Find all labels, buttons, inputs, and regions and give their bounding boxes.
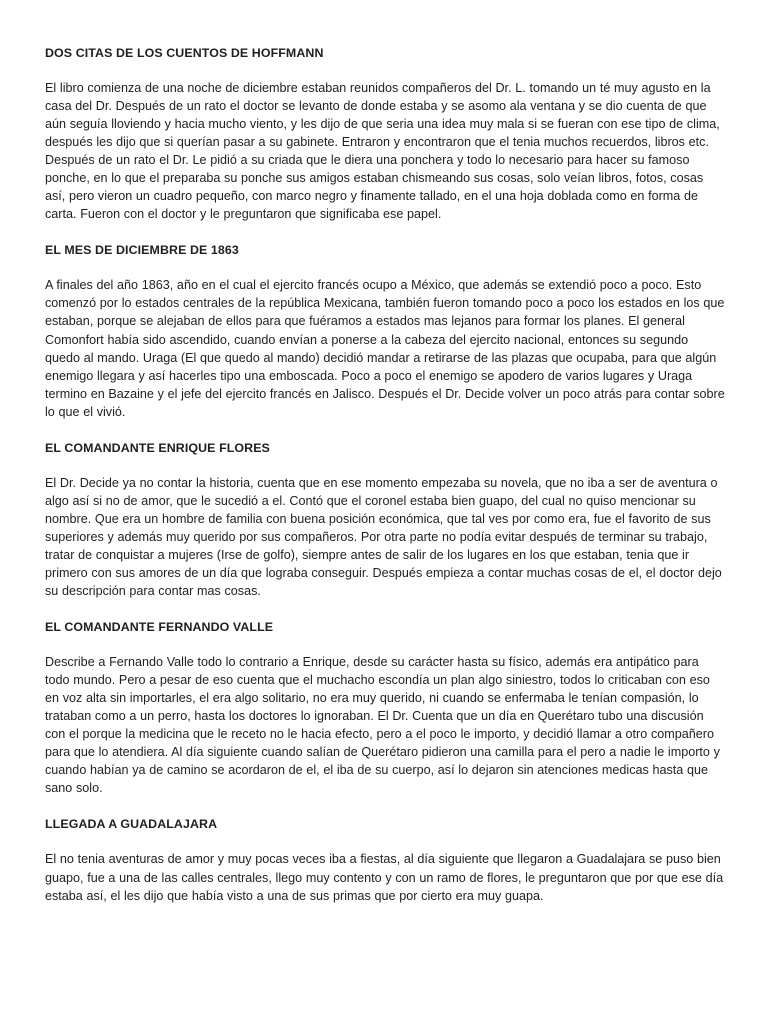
section-paragraph: El Dr. Decide ya no contar la historia, cuenta que en ese momento empezaba su novela, que no iba a ser de aventura o algo así si no de amor, que le sucedió a el. Contó que el coronel estaba bien guapo, del cual no quiso mencionar su nombre. Que era un hombre de familia con buena posición económica, que tal ves por como era, fue el favorito de sus superiores y además muy querido por sus compañeros. Por otra parte no podía evitar después de terminar su trabajo, tratar de conquistar a mujeres (Irse de golfo), siempre antes de salir de los lugares en los que estaban, tenia que ir primero con sus amores de un día que lograba conseguir. Después empieza a contar muchas cosas de el, el doctor dejo su descripción para contar mas cosas. [45,475,722,599]
section-paragraph: El no tenia aventuras de amor y muy pocas veces iba a fiestas, al día siguiente que llegaron a Guadalajara se puso bien guapo, fue a una de las calles centrales, llego muy contento y con un ramo de flores, le preguntaron que por que ese día estaba así, el les dijo que había visto a una de sus primas que por cierto era muy guapa. [45,852,724,903]
section-paragraph: Describe a Fernando Valle todo lo contrario a Enrique, desde su carácter hasta su físico, además era antipático para todo mundo. Pero a pesar de eso cuenta que el muchacho escondía un plan algo siniestro, todos lo criticaban con eso en voz alta sin importarles, el era algo solitario, no era muy querido, ni cuando se enfermaba le tenían compasión, lo trataban como a un perro, hasta los doctores lo ignoraban. El Dr. Cuenta que un día en Querétaro tubo una discusión con el porque la medicina que le receto no le hacia efecto, pero a el poco le importo, y decidió llamar a otro compañero para que lo atendiera. Al día siguiente cuando salían de Querétaro pidieron una camilla para el pero a nadie le importo y cuando habían ya de camino se acordaron de el, el iba de su cuerpo, así lo dejaron sin atenciones medicas hasta que sano solo. [45,655,720,796]
section-heading: EL COMANDANTE ENRIQUE FLORES [45,440,270,455]
section-enrique-flores [45,439,725,600]
section-guadalajara [45,815,725,904]
section-heading: LLEGADA A GUADALAJARA [45,817,218,832]
section-paragraph: El libro comienza de una noche de diciembre estaban reunidos compañeros del Dr. L. tomando un té muy agusto en la casa del Dr. Después de un rato el doctor se levanto de donde estaba y se asomo ala ventana y se dio cuenta de que aún seguía lloviendo y hacia mucho viento, y les dijo de que seria una idea muy mala si se fueran con ese tipo de clima, después les dijo que si querían pasar a su gabinete. Entraron y encontraron que el tenia muchos recuerdos, libros etc. Después de un rato el Dr. Le pidió a su criada que le diera una ponchera y todo lo necesario para hacer su famoso ponche, en lo que el preparaba su ponche sus amigos estaban chismeando sus cosas, solo veían libros, fotos, cosas así, pero vieron un cuadro pequeño, con marco negro y finamente tallado, en el una hoja doblada como en forma de carta. Fueron con el doctor y le preguntaron que significaba ese papel. [45,81,720,222]
section-diciembre-1863 [45,241,725,420]
section-heading: EL MES DE DICIEMBRE DE 1863 [45,243,239,258]
section-dos-citas [45,44,725,223]
section-fernando-valle [45,618,725,797]
section-heading: DOS CITAS DE LOS CUENTOS DE HOFFMANN [45,46,324,60]
section-paragraph: A finales del año 1863, año en el cual el ejercito francés ocupo a México, que además se extendió poco a poco. Esto comenzó por lo estados centrales de la república Mexicana, también fueron tomando poco a poco los estados en los que estaban, porque se alejaban de ellos para que fuéramos a estados mas lejanos para formar los planes. El general Comonfort había sido ascendido, cuando envían a ponerse a la cabeza del ejercito nacional, entonces su segundo quedo al mando. Uraga (El que quedo al mando) decidió mandar a retirarse de las plazas que ocupaba, para que algún enemigo llegara y así hacerles tipo una emboscada. Poco a poco el enemigo se apodero de varios lugares y Uraga termino en Bazaine y el jefe del ejercito francés en Jalisco. Después el Dr. Decide volver un poco atrás para contar sobre lo que el vivió. [45,278,725,419]
document-page [45,44,725,923]
section-heading: EL COMANDANTE FERNANDO VALLE [45,620,274,635]
